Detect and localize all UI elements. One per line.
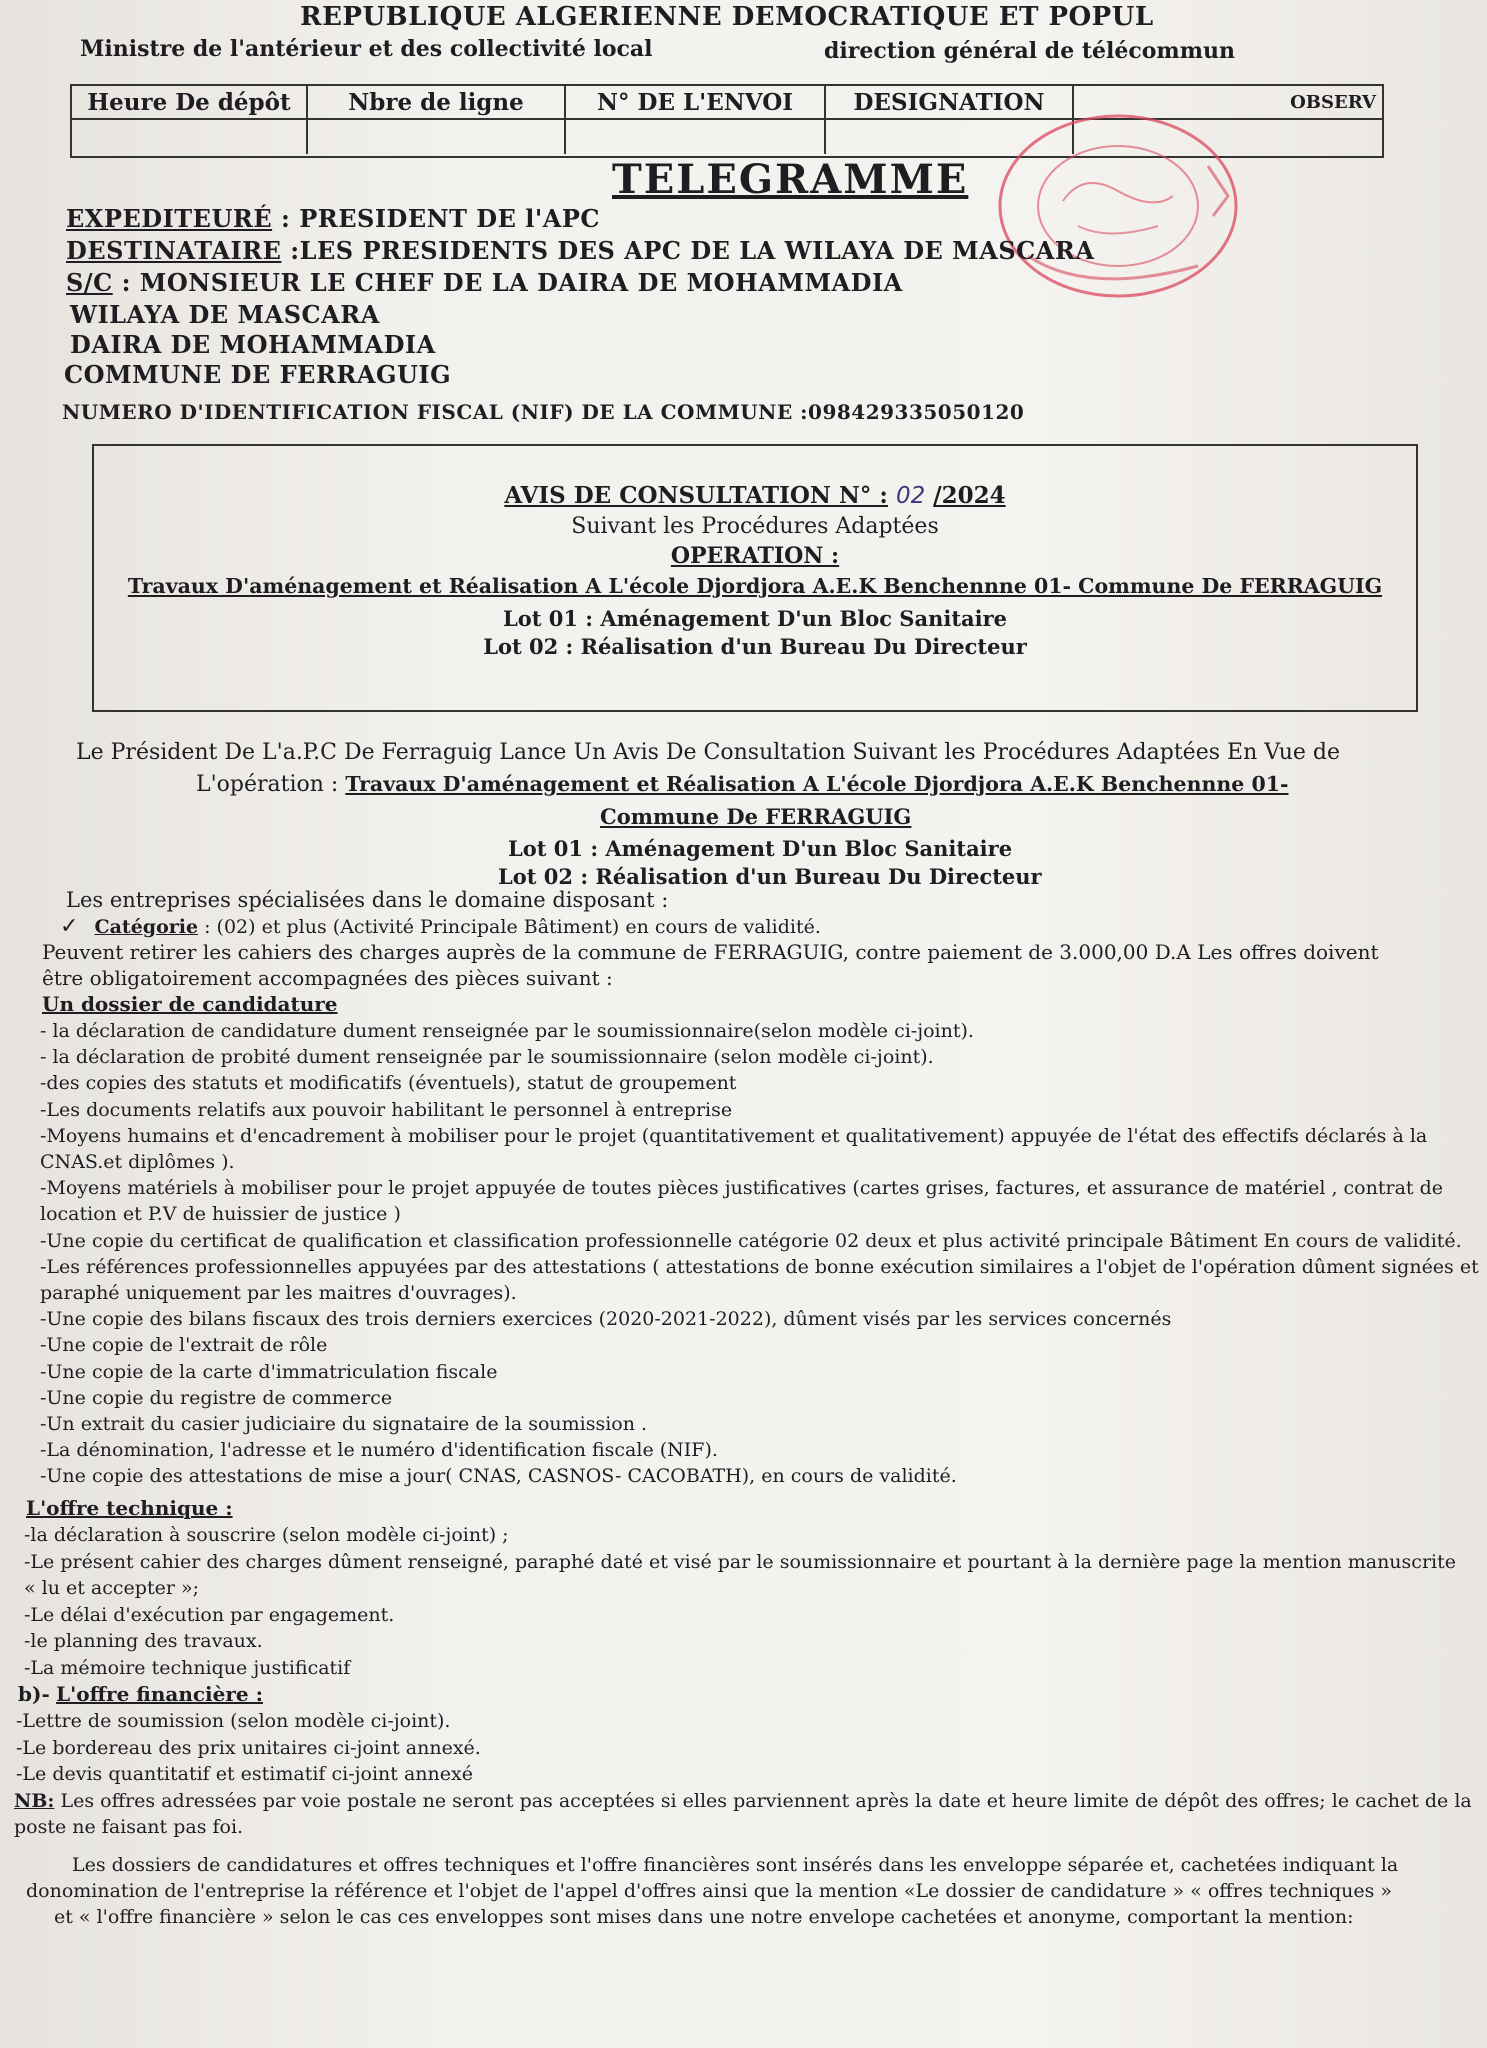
list-item: -Le délai d'exécution par engagement. — [24, 1603, 395, 1626]
checkmark-icon: ✓ — [60, 914, 79, 939]
financiere-prefix: b)- — [18, 1682, 50, 1706]
financiere-title-line — [18, 1682, 263, 1706]
commune-line: COMMUNE DE FERRAGUIG — [64, 360, 452, 389]
intro-line-2 — [196, 772, 1289, 797]
sc-line — [66, 268, 903, 297]
closing-line-1: Les dossiers de candidatures et offres techniques et l'offre financières sont insérés dans les enveloppe séparée et, cachetées indiquant la — [72, 1854, 1399, 1876]
expediteur-label: EXPEDITEURÉ — [66, 204, 273, 233]
financiere-title: L'offre financière : — [56, 1682, 263, 1706]
list-item: - la déclaration de candidature dument renseignée par le soumissionnaire(selon modèle ci-joint). — [40, 1020, 974, 1042]
table-header-envoi: N° DE L'ENVOI — [566, 86, 826, 120]
list-item: « lu et accepter »; — [24, 1577, 199, 1599]
expediteur-line — [66, 204, 600, 233]
candidature-title: Un dossier de candidature — [42, 992, 338, 1016]
closing-line-3: et « l'offre financière » selon le cas ces enveloppes sont mises dans une notre envelope cachetées et anonyme, comportant la mention: — [54, 1906, 1354, 1928]
sc-value: : MONSIEUR LE CHEF DE LA DAIRA DE MOHAMMADIA — [121, 268, 903, 297]
financiere-list — [16, 1708, 481, 1788]
expediteur-value: : PRESIDENT DE l'APC — [280, 204, 600, 233]
avis-box — [92, 444, 1418, 712]
list-item: -la déclaration à souscrire (selon modèle ci-joint) ; — [24, 1524, 509, 1546]
daira-line: DAIRA DE MOHAMMADIA — [70, 330, 436, 359]
categorie-label: Catégorie — [94, 916, 199, 938]
table-header-observ: OBSERV — [1074, 86, 1382, 120]
direction-line: direction général de télécommun — [824, 38, 1235, 64]
list-item: -Un extrait du casier judiciaire du signataire de la soumission . — [40, 1413, 648, 1436]
destinataire-line — [66, 236, 1094, 265]
list-item: location et P.V de huissier de justice ) — [40, 1203, 401, 1226]
avis-lot1: Lot 01 : Aménagement D'un Bloc Sanitaire — [502, 606, 1008, 631]
intro-entreprises: Les entreprises spécialisées dans le domaine disposant : — [66, 888, 669, 912]
closing-line-2: donomination de l'entreprise la référence et l'objet de l'appel d'offres ainsi que la mention «Le dossier de candidature » « offres techniques » — [26, 1880, 1393, 1902]
list-item: -Une copie du certificat de qualification et classification professionnelle catégorie 02 deux et plus activité principale Bâtiment En cours de validité. — [40, 1229, 1462, 1252]
republic-heading: REPUBLIQUE ALGERIENNE DEMOCRATIQUE ET POPUL — [300, 2, 1154, 32]
avis-title — [94, 482, 1416, 509]
destinataire-value: :LES PRESIDENTS DES APC DE LA WILAYA DE MASCARA — [290, 236, 1095, 265]
list-item: -Une copie de la carte d'immatriculation fiscale — [40, 1360, 498, 1383]
avis-procedure: Suivant les Procédures Adaptées — [571, 514, 939, 539]
avis-number: 02 — [895, 483, 926, 509]
list-item: -Les documents relatifs aux pouvoir habilitant le personnel à entreprise — [40, 1098, 733, 1121]
intro-operation: Travaux D'aménagement et Réalisation A L'école Djordjora A.E.K Benchennne 01- — [345, 772, 1289, 796]
list-item: -La mémoire technique justificatif — [24, 1656, 351, 1679]
list-item: -Le présent cahier des charges dûment renseigné, paraphé daté et visé par le soumissionnaire et pourtant à la dernière page la mention manuscrite — [24, 1550, 1456, 1573]
nb-label: NB: — [14, 1790, 55, 1812]
technique-title: L'offre technique : — [26, 1496, 233, 1520]
list-item: -Moyens humains et d'encadrement à mobiliser pour le projet (quantitativement et qualitativement) appuyée de l'état des effectifs déclarés à la — [40, 1124, 1428, 1147]
list-item: -Le devis quantitatif et estimatif ci-joint annexé — [16, 1763, 473, 1785]
table-cell-empty — [308, 120, 566, 154]
intro-line-1: Le Président De L'a.P.C De Ferraguig Lance Un Avis De Consultation Suivant les Procédures Adaptées En Vue de — [76, 740, 1340, 765]
intro-operation-prefix: L'opération : — [196, 772, 339, 797]
avis-operation: Travaux D'aménagement et Réalisation A L'école Djordjora A.E.K Benchennne 01- Commune De FERRAGUIG — [127, 574, 1383, 598]
intro-lot1: Lot 01 : Aménagement D'un Bloc Sanitaire — [508, 836, 1013, 861]
list-item: -La dénomination, l'adresse et le numéro d'identification fiscale (NIF). — [40, 1439, 718, 1462]
list-item: paraphé uniquement par les maitres d'ouvrages). — [40, 1282, 517, 1305]
destinataire-label: DESTINATAIRE — [66, 236, 282, 265]
categorie-value: : (02) et plus (Activité Principale Bâtiment) en cours de validité. — [204, 916, 821, 938]
intro-retirer-2: être obligatoirement accompagnées des pièces suivant : — [42, 966, 613, 990]
table-header-designation: DESIGNATION — [826, 86, 1074, 120]
nb-line-1 — [14, 1790, 1472, 1812]
list-item: -des copies des statuts et modificatifs (éventuels), statut de groupement — [40, 1072, 737, 1095]
avis-lot2: Lot 02 : Réalisation d'un Bureau Du Directeur — [483, 634, 1027, 659]
list-item: -Une copie des attestations de mise a jour( CNAS, CASNOS- CACOBATH), en cours de validité. — [40, 1465, 957, 1488]
list-item: -Le bordereau des prix unitaires ci-joint annexé. — [16, 1736, 481, 1759]
table-cell-empty — [566, 120, 826, 154]
list-item: - la déclaration de probité dument renseignée par le soumissionnaire (selon modèle ci-joint). — [40, 1046, 934, 1069]
list-item: -Lettre de soumission (selon modèle ci-joint). — [16, 1710, 451, 1732]
intro-categorie — [60, 914, 821, 939]
official-stamp-icon — [968, 106, 1268, 316]
ministry-line: Ministre de l'antérieur et des collectivité local — [80, 36, 653, 62]
intro-lot2: Lot 02 : Réalisation d'un Bureau Du Directeur — [498, 864, 1042, 889]
avis-operation-label: OPERATION : — [670, 543, 840, 569]
telegram-title: TELEGRAMME — [612, 156, 969, 203]
wilaya-line: WILAYA DE MASCARA — [70, 300, 380, 329]
list-item: -Les références professionnelles appuyées par des attestations ( attestations de bonne exécution similaires a l'objet de l'opération dûment signées et — [40, 1255, 1479, 1278]
list-item: -Une copie du registre de commerce — [40, 1386, 393, 1409]
intro-commune: Commune De FERRAGUIG — [600, 804, 912, 829]
list-item: -Une copie de l'extrait de rôle — [40, 1334, 328, 1357]
technique-list — [24, 1522, 1456, 1681]
list-item: -le planning des travaux. — [24, 1630, 263, 1652]
sc-label: S/C — [66, 268, 113, 297]
list-item: -Une copie des bilans fiscaux des trois derniers exercices (2020-2021-2022), dûment visés par les services concernés — [40, 1308, 1172, 1331]
avis-year: /2024 — [933, 482, 1006, 509]
list-item: CNAS.et diplômes ). — [40, 1151, 235, 1174]
table-cell-empty — [72, 120, 308, 154]
nif-line: NUMERO D'IDENTIFICATION FISCAL (NIF) DE LA COMMUNE :098429335050120 — [62, 400, 1025, 424]
avis-title-prefix: AVIS DE CONSULTATION N° : — [504, 482, 888, 509]
nb-text: Les offres adressées par voie postale ne seront pas acceptées si elles parviennent après la date et heure limite de dépôt des offres; le cachet de la — [60, 1790, 1472, 1812]
table-header-nbre: Nbre de ligne — [308, 86, 566, 120]
candidature-list — [40, 1018, 1479, 1490]
intro-retirer-1: Peuvent retirer les cahiers des charges auprès de la commune de FERRAGUIG, contre paiement de 3.000,00 D.A Les offres doivent — [42, 940, 1379, 964]
nb-line-2: poste ne faisant pas foi. — [14, 1816, 244, 1838]
list-item: -Moyens matériels à mobiliser pour le projet appuyée de toutes pièces justificatives (cartes grises, factures, et assurance de matériel , contrat de — [40, 1177, 1443, 1200]
table-header-heure: Heure De dépôt — [72, 86, 308, 120]
